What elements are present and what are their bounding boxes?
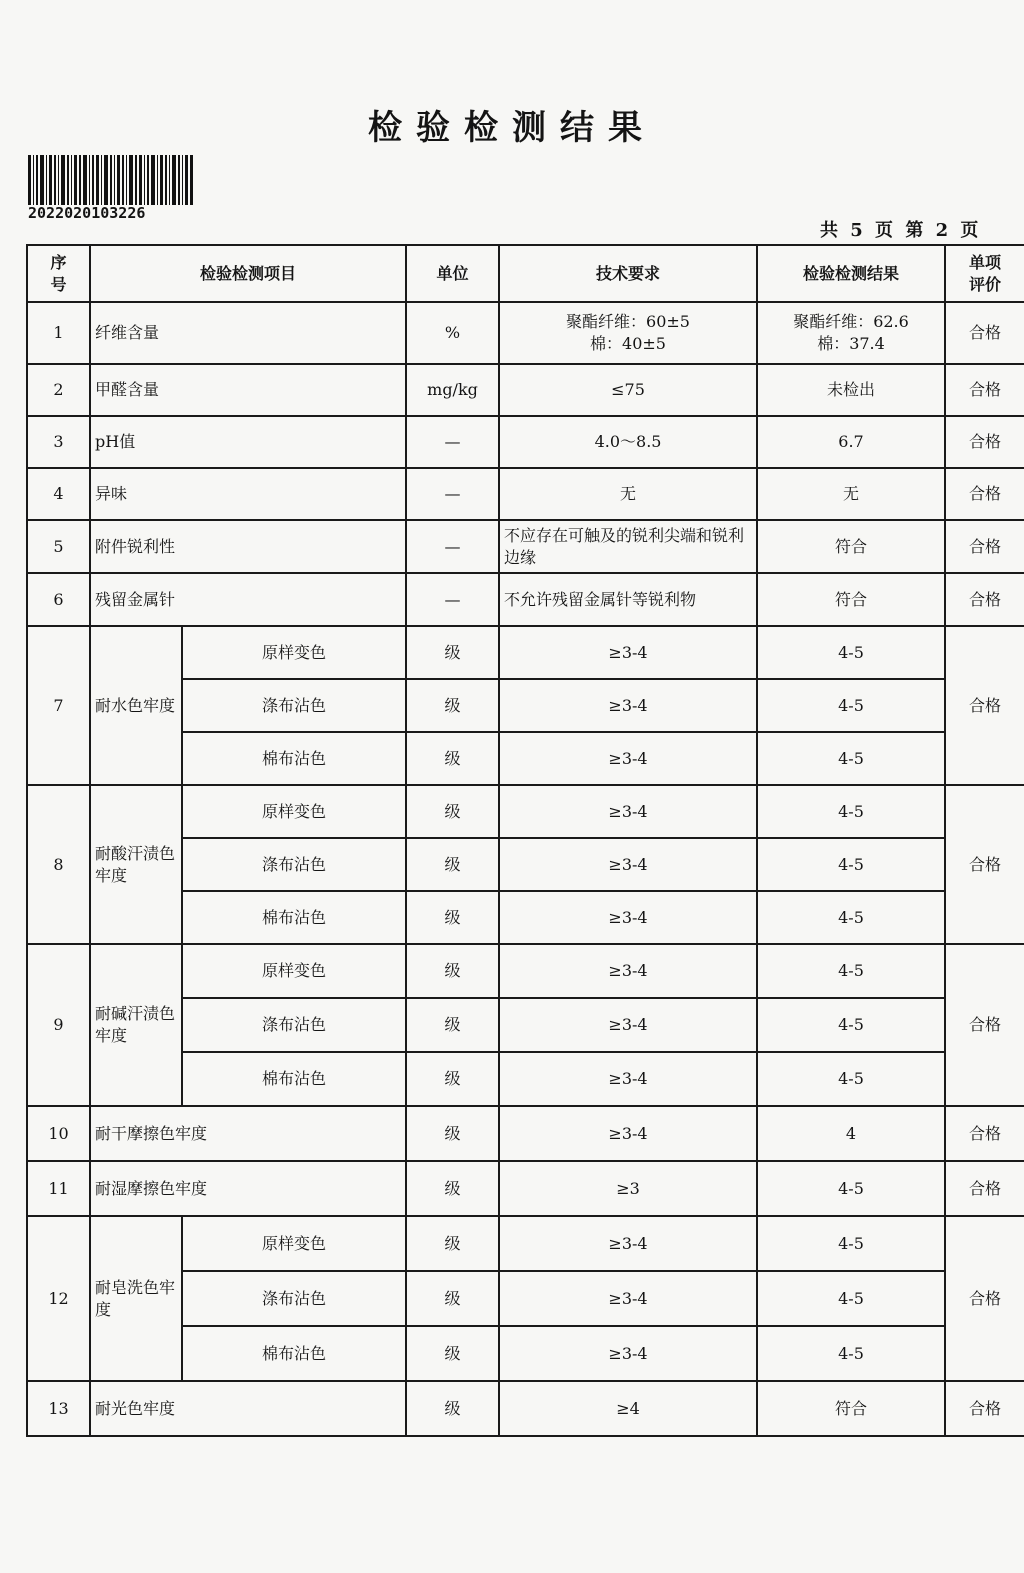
row-unit: 级 <box>406 1161 499 1216</box>
row-requirement: 不允许残留金属针等锐利物 <box>499 573 757 626</box>
row-result: 4-5 <box>757 785 945 838</box>
row-requirement: ≥3-4 <box>499 1106 757 1161</box>
sub-item: 棉布沾色 <box>182 1326 406 1381</box>
row-result: 无 <box>757 468 945 520</box>
row-requirement: ≥4 <box>499 1381 757 1436</box>
row-item: 耐酸汗渍色牢度 <box>90 785 182 944</box>
row-evaluation: 合格 <box>945 468 1024 520</box>
row-unit: 级 <box>406 998 499 1052</box>
row-requirement: 4.0～8.5 <box>499 416 757 468</box>
row-result: 4-5 <box>757 1161 945 1216</box>
sub-item: 原样变色 <box>182 944 406 998</box>
row-unit: 级 <box>406 626 499 679</box>
row-seq: 5 <box>27 520 90 573</box>
row-requirement: ≥3-4 <box>499 1052 757 1106</box>
row-result: 4-5 <box>757 626 945 679</box>
sub-item: 原样变色 <box>182 626 406 679</box>
table-row <box>27 1161 1024 1216</box>
row-unit: 级 <box>406 1216 499 1271</box>
row-item: 耐湿摩擦色牢度 <box>90 1161 406 1216</box>
row-requirement: ≥3-4 <box>499 785 757 838</box>
row-result <box>757 302 945 364</box>
row-seq: 9 <box>27 944 90 1106</box>
row-result: 4-5 <box>757 1216 945 1271</box>
row-unit: 级 <box>406 679 499 732</box>
row-requirement: ≥3-4 <box>499 1216 757 1271</box>
row-evaluation: 合格 <box>945 364 1024 416</box>
row-result: 4-5 <box>757 998 945 1052</box>
row-result: 6.7 <box>757 416 945 468</box>
sub-item: 棉布沾色 <box>182 891 406 944</box>
row-requirement: ≥3-4 <box>499 891 757 944</box>
row-result: 4-5 <box>757 838 945 891</box>
page-counter: 共 5 页 第 2 页 <box>820 220 982 241</box>
row-result: 4-5 <box>757 1271 945 1326</box>
row-requirement: ≥3-4 <box>499 732 757 785</box>
row-seq: 8 <box>27 785 90 944</box>
row-item: 残留金属针 <box>90 573 406 626</box>
row-evaluation: 合格 <box>945 1381 1024 1436</box>
row-evaluation: 合格 <box>945 1161 1024 1216</box>
row-item: 附件锐利性 <box>90 520 406 573</box>
page-title: 检验检测结果 <box>368 108 656 148</box>
requirement-line: 聚酯纤维：60±5 <box>566 312 690 331</box>
sub-item: 棉布沾色 <box>182 1052 406 1106</box>
table-row <box>27 626 1024 679</box>
header-requirement: 技术要求 <box>499 245 757 302</box>
row-result: 4-5 <box>757 1326 945 1381</box>
row-evaluation: 合格 <box>945 302 1024 364</box>
row-unit: 级 <box>406 1381 499 1436</box>
row-unit: 级 <box>406 944 499 998</box>
row-evaluation: 合格 <box>945 1216 1024 1381</box>
row-result: 4 <box>757 1106 945 1161</box>
row-result: 4-5 <box>757 732 945 785</box>
sub-item: 原样变色 <box>182 1216 406 1271</box>
table-row <box>27 1106 1024 1161</box>
row-evaluation: 合格 <box>945 1106 1024 1161</box>
row-item: 耐水色牢度 <box>90 626 182 785</box>
row-item: pH值 <box>90 416 406 468</box>
sub-item: 棉布沾色 <box>182 732 406 785</box>
table-row <box>27 573 1024 626</box>
row-item: 耐光色牢度 <box>90 1381 406 1436</box>
row-unit: 级 <box>406 732 499 785</box>
header-seq: 序 号 <box>27 245 90 302</box>
row-result: 4-5 <box>757 891 945 944</box>
row-unit: 级 <box>406 838 499 891</box>
row-requirement: ≥3-4 <box>499 679 757 732</box>
row-requirement <box>499 302 757 364</box>
row-seq: 12 <box>27 1216 90 1381</box>
row-unit: 级 <box>406 891 499 944</box>
table-row <box>27 944 1024 998</box>
row-unit: — <box>406 520 499 573</box>
row-evaluation: 合格 <box>945 416 1024 468</box>
row-item: 耐皂洗色牢度 <box>90 1216 182 1381</box>
row-evaluation: 合格 <box>945 944 1024 1106</box>
row-requirement: 无 <box>499 468 757 520</box>
row-unit: 级 <box>406 1271 499 1326</box>
row-item: 耐干摩擦色牢度 <box>90 1106 406 1161</box>
row-unit: 级 <box>406 1326 499 1381</box>
row-requirement: 不应存在可触及的锐利尖端和锐利边缘 <box>499 520 757 573</box>
row-unit: — <box>406 468 499 520</box>
sub-item: 涤布沾色 <box>182 838 406 891</box>
table-row <box>27 1381 1024 1436</box>
row-item: 耐碱汗渍色牢度 <box>90 944 182 1106</box>
row-result: 4-5 <box>757 679 945 732</box>
row-result: 符合 <box>757 1381 945 1436</box>
header-item: 检验检测项目 <box>90 245 406 302</box>
table-row <box>27 416 1024 468</box>
row-requirement: ≥3-4 <box>499 944 757 998</box>
row-seq: 13 <box>27 1381 90 1436</box>
row-unit: 级 <box>406 785 499 838</box>
table-row <box>27 302 1024 364</box>
sub-item: 原样变色 <box>182 785 406 838</box>
row-seq: 7 <box>27 626 90 785</box>
row-unit: mg/kg <box>406 364 499 416</box>
row-evaluation: 合格 <box>945 785 1024 944</box>
row-evaluation: 合格 <box>945 573 1024 626</box>
row-seq: 11 <box>27 1161 90 1216</box>
row-result: 4-5 <box>757 944 945 998</box>
row-seq: 2 <box>27 364 90 416</box>
row-unit: % <box>406 302 499 364</box>
row-requirement: ≥3-4 <box>499 1271 757 1326</box>
row-requirement: ≥3-4 <box>499 1326 757 1381</box>
row-requirement: ≥3-4 <box>499 998 757 1052</box>
table-row <box>27 468 1024 520</box>
header-unit: 单位 <box>406 245 499 302</box>
header-evaluation: 单项 评价 <box>945 245 1024 302</box>
row-result: 符合 <box>757 573 945 626</box>
row-seq: 4 <box>27 468 90 520</box>
requirement-line: 棉：40±5 <box>590 334 666 353</box>
row-seq: 1 <box>27 302 90 364</box>
row-requirement: ≥3 <box>499 1161 757 1216</box>
row-item: 纤维含量 <box>90 302 406 364</box>
results-table <box>26 244 1024 1437</box>
row-item: 甲醛含量 <box>90 364 406 416</box>
row-seq: 6 <box>27 573 90 626</box>
row-unit: — <box>406 573 499 626</box>
table-header-row <box>27 245 1024 302</box>
row-result: 4-5 <box>757 1052 945 1106</box>
row-item: 异味 <box>90 468 406 520</box>
row-requirement: ≥3-4 <box>499 838 757 891</box>
result-line: 聚酯纤维：62.6 <box>793 312 909 331</box>
barcode-image <box>28 155 193 205</box>
row-requirement: ≤75 <box>499 364 757 416</box>
row-requirement: ≥3-4 <box>499 626 757 679</box>
table-row <box>27 785 1024 838</box>
row-evaluation: 合格 <box>945 520 1024 573</box>
row-evaluation: 合格 <box>945 626 1024 785</box>
row-unit: — <box>406 416 499 468</box>
barcode-number: 2022020103226 <box>28 204 146 222</box>
row-seq: 10 <box>27 1106 90 1161</box>
row-result: 符合 <box>757 520 945 573</box>
table-row <box>27 520 1024 573</box>
sub-item: 涤布沾色 <box>182 998 406 1052</box>
table-row <box>27 364 1024 416</box>
result-line: 棉：37.4 <box>817 334 885 353</box>
row-seq: 3 <box>27 416 90 468</box>
header-result: 检验检测结果 <box>757 245 945 302</box>
row-result: 未检出 <box>757 364 945 416</box>
table-row <box>27 1216 1024 1271</box>
sub-item: 涤布沾色 <box>182 1271 406 1326</box>
row-unit: 级 <box>406 1106 499 1161</box>
sub-item: 涤布沾色 <box>182 679 406 732</box>
row-unit: 级 <box>406 1052 499 1106</box>
